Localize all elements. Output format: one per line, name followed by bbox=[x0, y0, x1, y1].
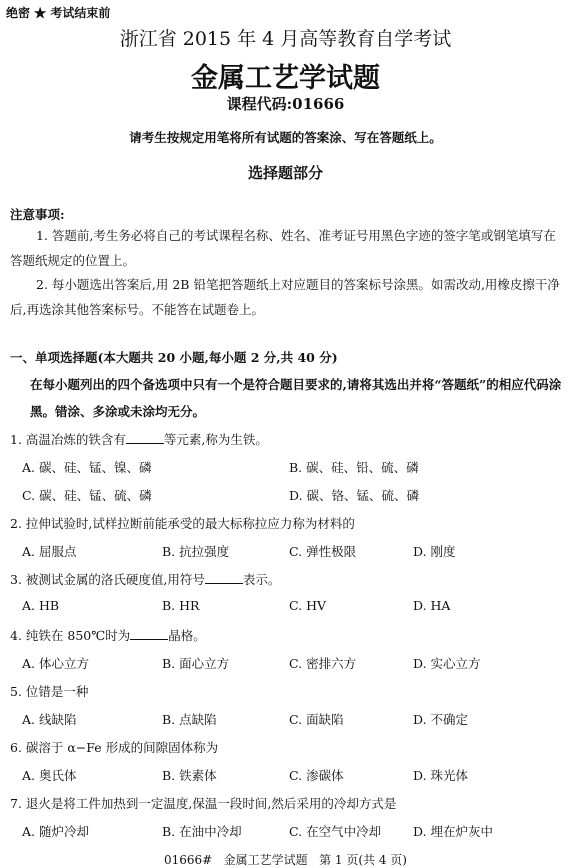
answer-blank bbox=[205, 571, 243, 584]
question-5-option-b: B. 点缺陷 bbox=[162, 712, 217, 727]
question-6: 6. 碳溶于 α−Fe 形成的间隙固体称为 bbox=[10, 740, 219, 755]
question-2: 2. 拉伸试验时,试样拉断前能承受的最大标称拉应力称为材料的 bbox=[10, 516, 355, 531]
answer-blank bbox=[126, 431, 164, 444]
question-5-option-c: C. 面缺陷 bbox=[289, 712, 344, 727]
question-2-option-a: A. 屈服点 bbox=[22, 544, 77, 559]
attention-heading: 注意事项: bbox=[10, 207, 65, 222]
question-2-option-b: B. 抗拉强度 bbox=[162, 544, 230, 559]
question-6-option-a: A. 奥氏体 bbox=[22, 768, 77, 783]
question-3-option-d: D. HA bbox=[413, 598, 451, 613]
question-1-option-a: A. 碳、硅、锰、镍、磷 bbox=[22, 460, 152, 475]
question-3-option-a: A. HB bbox=[22, 598, 60, 613]
exam-title: 浙江省 2015 年 4 月高等教育自学考试 bbox=[119, 28, 452, 50]
question-1: 1. 高温冶炼的铁含有 等元素,称为生铁。 bbox=[10, 432, 268, 447]
question-4-option-d: D. 实心立方 bbox=[413, 656, 481, 671]
question-7-option-d: D. 埋在炉灰中 bbox=[413, 824, 494, 839]
question-5-option-d: D. 不确定 bbox=[413, 712, 469, 727]
part-instruction: 在每小题列出的四个备选项中只有一个是符合题目要求的,请将其选出并将“答题纸”的相应代码涂黑。错涂、多涂或未涂均无分。 bbox=[30, 377, 562, 419]
question-6-option-b: B. 铁素体 bbox=[162, 768, 217, 783]
course-code: 课程代码:01666 bbox=[226, 95, 345, 113]
part-heading: 一、单项选择题(本大题共 20 小题,每小题 2 分,共 40 分) bbox=[10, 350, 338, 365]
question-2-option-c: C. 弹性极限 bbox=[289, 544, 357, 559]
answer-blank bbox=[130, 627, 168, 640]
question-3-option-b: B. HR bbox=[162, 598, 200, 613]
question-4-option-c: C. 密排六方 bbox=[289, 656, 357, 671]
question-7-option-c: C. 在空气中冷却 bbox=[289, 824, 382, 839]
question-3: 3. 被测试金属的洛氏硬度值,用符号 表示。 bbox=[10, 572, 281, 587]
question-1-option-d: D. 碳、铬、锰、硫、磷 bbox=[289, 488, 420, 503]
question-7-option-b: B. 在油中冷却 bbox=[162, 824, 242, 839]
question-7-option-a: A. 随炉冷却 bbox=[22, 824, 89, 839]
question-4-option-b: B. 面心立方 bbox=[162, 656, 230, 671]
question-4: 4. 纯铁在 850℃时为 晶格。 bbox=[10, 628, 206, 643]
question-1-option-b: B. 碳、硅、铅、硫、磷 bbox=[289, 460, 419, 475]
answer-notice: 请考生按规定用笔将所有试题的答案涂、写在答题纸上。 bbox=[129, 130, 442, 145]
question-6-option-c: C. 渗碳体 bbox=[289, 768, 344, 783]
question-6-option-d: D. 珠光体 bbox=[413, 768, 469, 783]
question-7: 7. 退火是将工件加热到一定温度,保温一段时间,然后采用的冷却方式是 bbox=[10, 796, 397, 811]
question-3-option-c: C. HV bbox=[289, 598, 326, 613]
attention-item-1: 1. 答题前,考生务必将自己的考试课程名称、姓名、准考证号用黑色字迹的签字笔或钢笔填写在答题纸规定的位置上。 bbox=[10, 228, 556, 268]
question-4-option-a: A. 体心立方 bbox=[22, 656, 89, 671]
question-5-option-a: A. 线缺陷 bbox=[22, 712, 77, 727]
confidential-label: 绝密 ★ 考试结束前 bbox=[6, 6, 111, 20]
question-5: 5. 位错是一种 bbox=[10, 684, 89, 699]
section-title: 选择题部分 bbox=[247, 164, 323, 182]
paper-title: 金属工艺学试题 bbox=[191, 63, 380, 94]
attention-item-2: 2. 每小题选出答案后,用 2B 铅笔把答题纸上对应题目的答案标号涂黑。如需改动,用橡皮擦干净后,再选涂其他答案标号。不能答在试题卷上。 bbox=[10, 277, 560, 317]
question-1-option-c: C. 碳、硅、锰、硫、磷 bbox=[22, 488, 152, 503]
question-2-option-d: D. 刚度 bbox=[413, 544, 456, 559]
page-footer: 01666# 金属工艺学试题 第 1 页(共 4 页) bbox=[163, 853, 407, 867]
